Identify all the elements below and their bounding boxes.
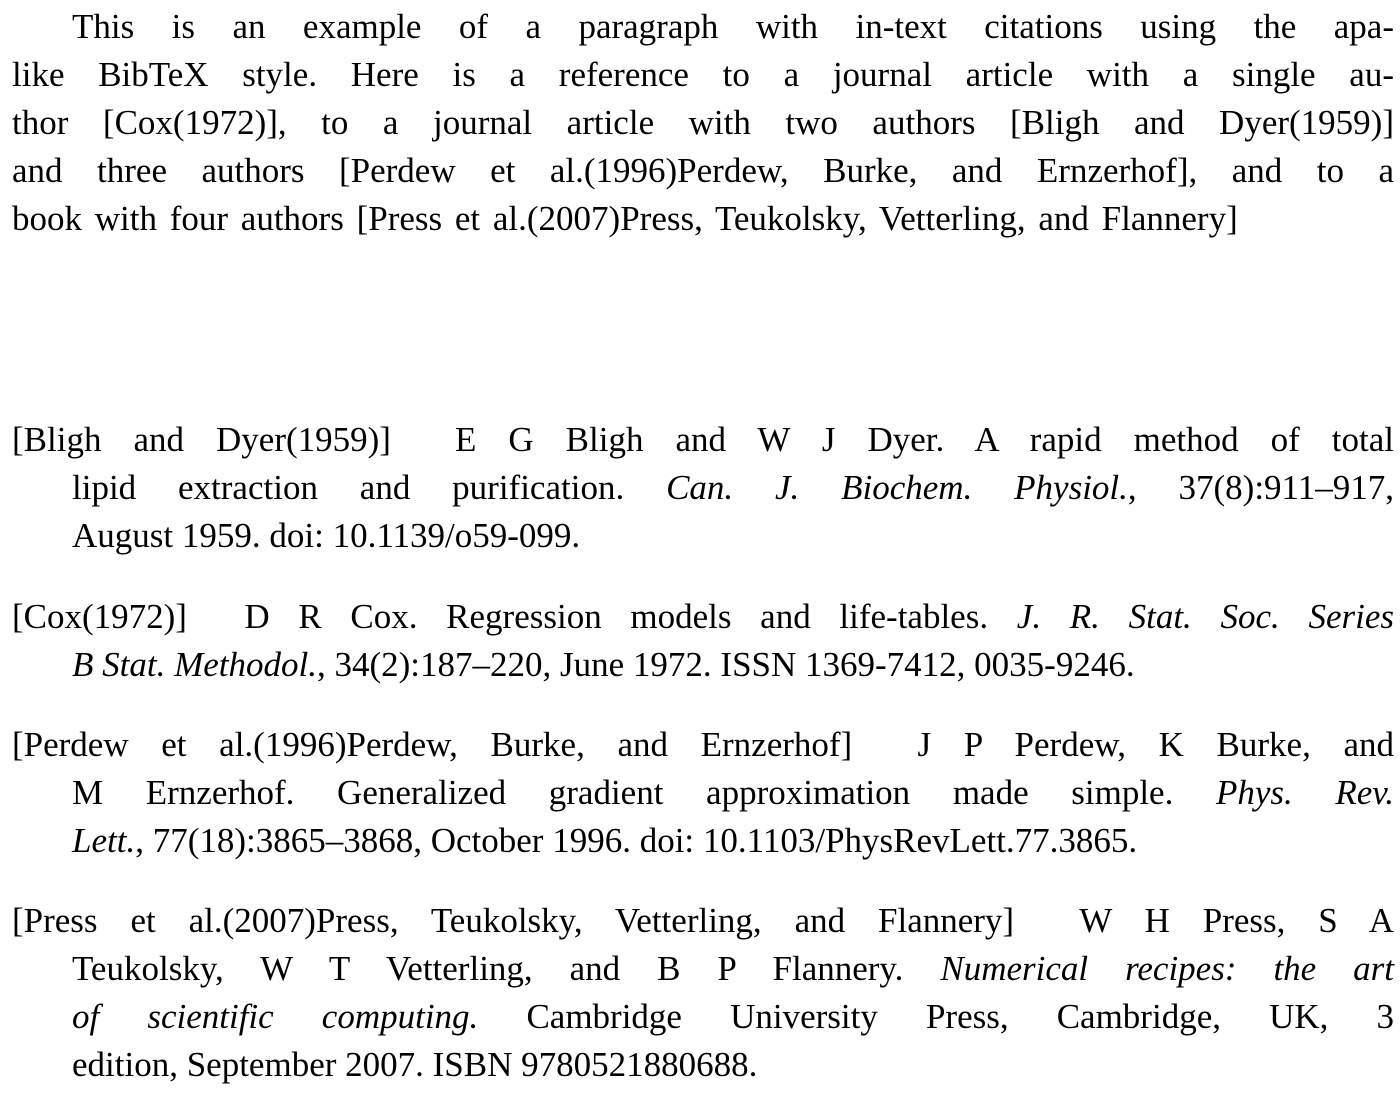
bib-entry-line <box>12 721 1394 769</box>
bib-text: Teukolsky, W T Vetterling, and B P Flannery. <box>72 949 904 988</box>
bib-entry-line <box>12 416 1394 464</box>
bib-text: M Ernzerhof. Generalized gradient approximation made simple. <box>72 773 1174 812</box>
bib-entry-line <box>12 593 1394 641</box>
bib-journal: Can. J. Biochem. Physiol. <box>666 468 1128 507</box>
bib-entry-line <box>72 464 1394 512</box>
bib-entry-line <box>72 945 1394 993</box>
bib-entry-line <box>72 817 1394 865</box>
bib-text: , 37(8):911–917, <box>1127 468 1395 507</box>
paragraph-line-1: This is an example of a paragraph with in-text citations using the apa- <box>72 7 1394 46</box>
bib-book-title: of scientific computing. <box>72 997 479 1036</box>
bib-label: [Perdew et al.(1996)Perdew, Burke, and Ernzerhof] <box>12 725 853 764</box>
paragraph-line-2: like BibTeX style. Here is a reference to a journal article with a single au- <box>12 55 1394 94</box>
bib-journal: J. R. Stat. Soc. Series <box>1016 597 1395 636</box>
bib-entry-line <box>72 641 1394 689</box>
bib-text: W H Press, S A <box>1079 901 1394 940</box>
paragraph-line-3: thor [Cox(1972)], to a journal article with two authors [Bligh and Dyer(1959)] <box>12 103 1394 142</box>
bib-text: lipid extraction and purification. <box>72 468 625 507</box>
bib-label: [Press et al.(2007)Press, Teukolsky, Vetterling, and Flannery] <box>12 901 1015 940</box>
bib-entry-line <box>72 769 1394 817</box>
bib-text: Cambridge University Press, Cambridge, UK, 3 <box>526 997 1395 1036</box>
bib-text: D R Cox. Regression models and life-tables. <box>244 597 989 636</box>
paragraph-line-4: and three authors [Perdew et al.(1996)Perdew, Burke, and Ernzerhof], and to a <box>12 151 1394 190</box>
bib-label: [Bligh and Dyer(1959)] <box>12 420 391 459</box>
bib-text: , 34(2):187–220, June 1972. ISSN 1369-7412, 0035-9246. <box>316 645 1135 684</box>
bib-journal: Lett. <box>72 821 136 860</box>
bib-label: [Cox(1972)] <box>12 597 187 636</box>
bib-text: E G Bligh and W J Dyer. A rapid method of total <box>454 420 1394 459</box>
bib-journal: B Stat. Methodol. <box>72 645 317 684</box>
bib-journal: Phys. Rev. <box>1215 773 1394 812</box>
bib-book-title: Numerical recipes: the art <box>940 949 1394 988</box>
bib-text: J P Perdew, K Burke, and <box>917 725 1395 764</box>
bib-entry-line <box>72 993 1394 1041</box>
bib-text: , 77(18):3865–3868, October 1996. doi: 10.1103/PhysRevLett.77.3865. <box>135 821 1138 860</box>
bib-entry-line: edition, September 2007. ISBN 9780521880688. <box>72 1045 758 1084</box>
bib-entry-line <box>12 897 1394 945</box>
bib-entry-line: August 1959. doi: 10.1139/o59-099. <box>72 516 581 555</box>
paragraph-line-5: book with four authors [Press et al.(2007)Press, Teukolsky, Vetterling, and Flannery] <box>12 199 1238 238</box>
